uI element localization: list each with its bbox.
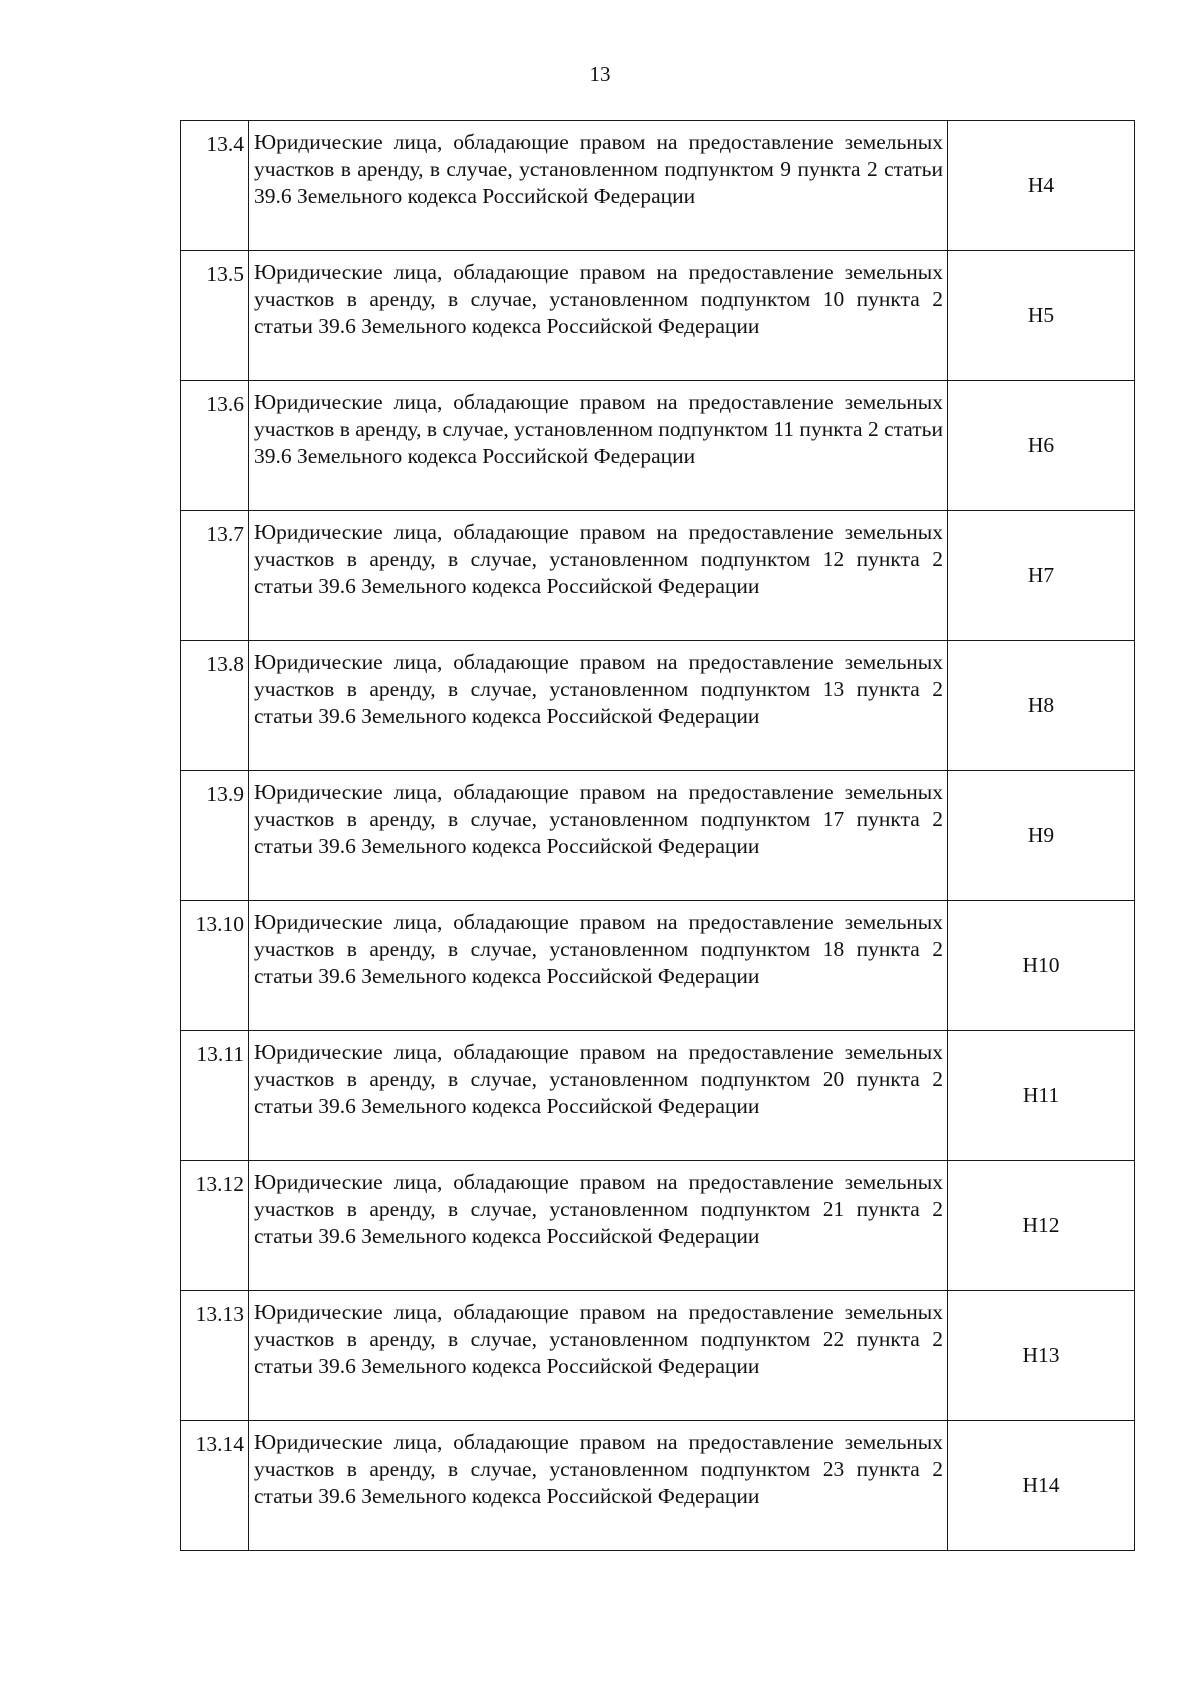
- row-description: Юридические лица, обладающие правом на предоставление земельных участков в аренду, в случае, установленном подпунктом 20 пункта 2 статьи 39.6 Земельного кодекса Российской Федерации: [249, 1031, 948, 1161]
- row-number: 13.4: [181, 121, 249, 251]
- row-code: Н12: [948, 1161, 1135, 1291]
- row-code: Н14: [948, 1421, 1135, 1551]
- table-row: [181, 511, 1135, 641]
- row-description: Юридические лица, обладающие правом на предоставление земельных участков в аренду, в случае, установленном подпунктом 22 пункта 2 статьи 39.6 Земельного кодекса Российской Федерации: [249, 1291, 948, 1421]
- row-code: Н10: [948, 901, 1135, 1031]
- row-description: Юридические лица, обладающие правом на предоставление земельных участков в аренду, в случае, установленном подпунктом 11 пункта 2 статьи 39.6 Земельного кодекса Российской Федерации: [249, 381, 948, 511]
- row-number: 13.14: [181, 1421, 249, 1551]
- row-code: Н11: [948, 1031, 1135, 1161]
- row-number: 13.7: [181, 511, 249, 641]
- row-number: 13.9: [181, 771, 249, 901]
- row-description: Юридические лица, обладающие правом на предоставление земельных участков в аренду, в случае, установленном подпунктом 23 пункта 2 статьи 39.6 Земельного кодекса Российской Федерации: [249, 1421, 948, 1551]
- row-code: Н4: [948, 121, 1135, 251]
- row-description: Юридические лица, обладающие правом на предоставление земельных участков в аренду, в случае, установленном подпунктом 18 пункта 2 статьи 39.6 Земельного кодекса Российской Федерации: [249, 901, 948, 1031]
- table-row: [181, 1291, 1135, 1421]
- row-code: Н5: [948, 251, 1135, 381]
- table-row: [181, 381, 1135, 511]
- table-row: [181, 121, 1135, 251]
- table-row: [181, 1421, 1135, 1551]
- table-row: [181, 251, 1135, 381]
- row-description: Юридические лица, обладающие правом на предоставление земельных участков в аренду, в случае, установленном подпунктом 10 пункта 2 статьи 39.6 Земельного кодекса Российской Федерации: [249, 251, 948, 381]
- row-number: 13.8: [181, 641, 249, 771]
- table-row: [181, 901, 1135, 1031]
- table-row: [181, 1161, 1135, 1291]
- page-number: 13: [589, 62, 611, 86]
- row-number: 13.5: [181, 251, 249, 381]
- table-row: [181, 641, 1135, 771]
- row-number: 13.12: [181, 1161, 249, 1291]
- row-description: Юридические лица, обладающие правом на предоставление земельных участков в аренду, в случае, установленном подпунктом 21 пункта 2 статьи 39.6 Земельного кодекса Российской Федерации: [249, 1161, 948, 1291]
- row-number: 13.10: [181, 901, 249, 1031]
- row-description: Юридические лица, обладающие правом на предоставление земельных участков в аренду, в случае, установленном подпунктом 17 пункта 2 статьи 39.6 Земельного кодекса Российской Федерации: [249, 771, 948, 901]
- row-description: Юридические лица, обладающие правом на предоставление земельных участков в аренду, в случае, установленном подпунктом 13 пункта 2 статьи 39.6 Земельного кодекса Российской Федерации: [249, 641, 948, 771]
- row-code: Н8: [948, 641, 1135, 771]
- table-row: [181, 771, 1135, 901]
- row-description: Юридические лица, обладающие правом на предоставление земельных участков в аренду, в случае, установленном подпунктом 12 пункта 2 статьи 39.6 Земельного кодекса Российской Федерации: [249, 511, 948, 641]
- document-table: [180, 120, 1135, 1551]
- row-number: 13.13: [181, 1291, 249, 1421]
- row-code: Н9: [948, 771, 1135, 901]
- row-number: 13.6: [181, 381, 249, 511]
- row-code: Н7: [948, 511, 1135, 641]
- table-row: [181, 1031, 1135, 1161]
- row-code: Н13: [948, 1291, 1135, 1421]
- row-code: Н6: [948, 381, 1135, 511]
- row-number: 13.11: [181, 1031, 249, 1161]
- row-description: Юридические лица, обладающие правом на предоставление земельных участков в аренду, в случае, установленном подпунктом 9 пункта 2 статьи 39.6 Земельного кодекса Российской Федерации: [249, 121, 948, 251]
